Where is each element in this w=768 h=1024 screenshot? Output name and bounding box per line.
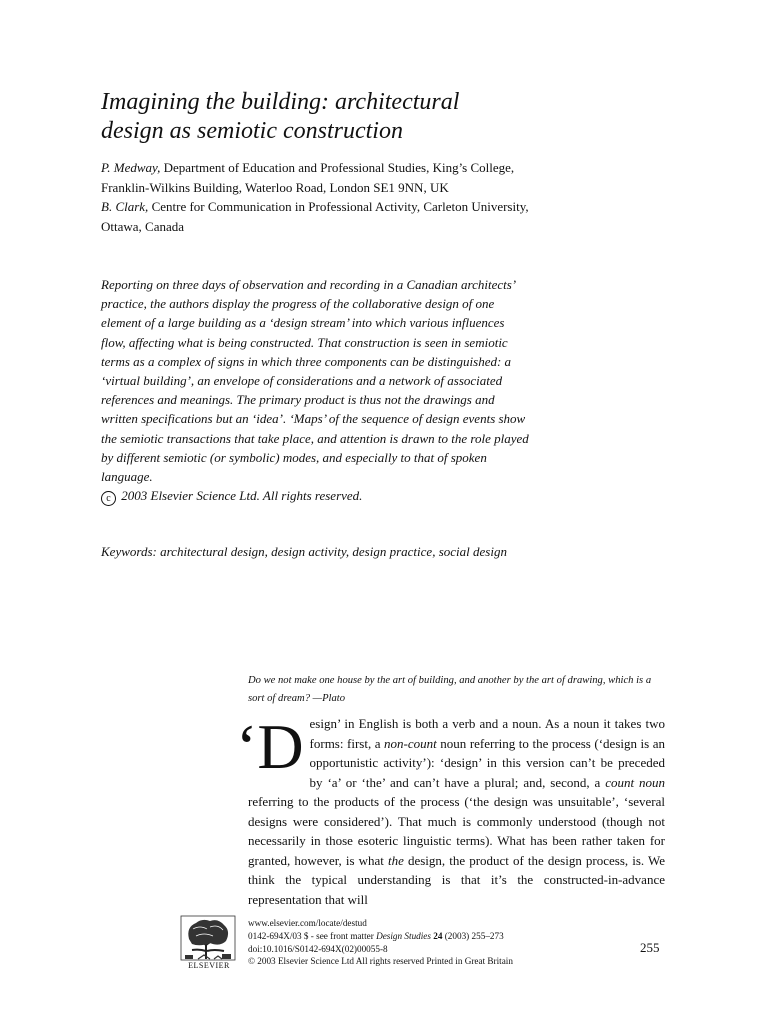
author-2-affiliation: Centre for Communication in Professional Activity, Carleton University, Ottawa, Canada [101, 199, 529, 234]
copyright-circle-icon: c [101, 491, 116, 506]
body-part-1: esign’ in English is both a verb and a noun. As a noun it takes two forms: first, a [309, 716, 665, 751]
page-number: 255 [640, 940, 660, 955]
abstract [101, 275, 531, 506]
body-part-3: referring to the products of the process (‘the design was unsuitable’, ‘several designs were considered’). That much is commonly understood (though not necessarily in those esoteric linguistic terms). What has been rather taken for granted, however, is what [248, 794, 665, 868]
abstract-copyright-text: 2003 Elsevier Science Ltd. All rights reserved. [121, 488, 363, 504]
issn-suffix: (2003) 255–273 [442, 930, 504, 941]
abstract-text: Reporting on three days of observation and recording in a Canadian architects’ practice, the authors display the progress of the collaborative design of one element of a large building as a ‘design stream’ into which various influences flow, affecting what is being constructed. That construction is seen in semiotic terms as a complex of signs in which three components can be distinguished: a ‘virtual building’, an envelope of considerations and a network of associated references and meanings. The primary product is thus not the drawings and written specifications but an ‘idea’. ‘Maps’ of the sequence of design events show the semiotic transactions that take place, and attention is drawn to the role played by different semiotic (or symbolic) modes, and especially to that of spoken language. [101, 277, 529, 485]
author-affiliations [101, 158, 531, 236]
body-text [236, 711, 665, 909]
body-part-4: design, the product of the design process, is. We think the typical understanding is that it’s the constructed-in-advance representation that will [248, 852, 665, 907]
keywords: Keywords: architectural design, design activity, design practice, social design [101, 544, 507, 559]
author-1 [101, 158, 531, 197]
journal-name: Design Studies [376, 930, 431, 941]
publisher-logo-text: ELSEVIER [188, 961, 230, 970]
title-line-1: Imagining the building: architectural [101, 89, 460, 115]
issn-prefix: 0142-694X/03 $ - see front matter [248, 930, 377, 941]
article-title [101, 88, 601, 146]
body-emphasis-2: count noun [605, 774, 665, 790]
author-2-name: B. Clark, [101, 199, 149, 215]
doi-line: doi:10.1016/S0142-694X(02)00055-8 [248, 943, 388, 954]
epigraph: Do we not make one house by the art of building, and another by the art of drawing, which is a sort of dream? —Plato [248, 675, 652, 704]
article-footer [248, 917, 578, 968]
journal-url: www.elsevier.com/locate/destud [248, 918, 367, 928]
body-emphasis-3: the [388, 852, 404, 868]
abstract-copyright [101, 486, 531, 506]
title-line-2: design as semiotic construction [101, 118, 403, 144]
author-1-name: P. Medway, [101, 160, 161, 175]
drop-cap: ‘D [236, 711, 304, 782]
rights-line: © 2003 Elsevier Science Ltd All rights reserved Printed in Great Britain [248, 956, 513, 967]
author-2 [101, 197, 531, 236]
body-emphasis-1: non-count [384, 735, 437, 751]
author-1-affiliation: Department of Education and Professional Studies, King’s College, Franklin-Wilkins Building, Waterloo Road, London SE1 9NN, UK [101, 160, 515, 195]
body-part-2: noun referring to the process (‘design is an opportunistic activity’): ‘design’ in this version can’t be preceded by ‘a’ or ‘the’ and can’t have a plural; and, second, a [309, 735, 665, 790]
issn-line [248, 930, 578, 943]
journal-volume: 24 [433, 930, 443, 941]
